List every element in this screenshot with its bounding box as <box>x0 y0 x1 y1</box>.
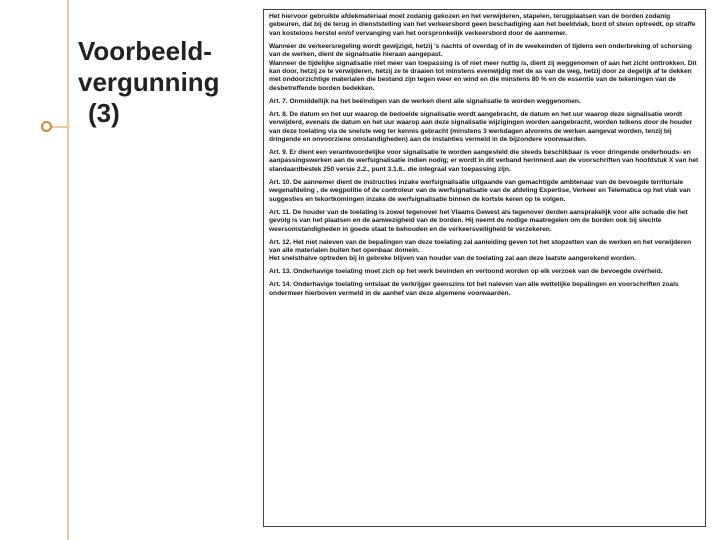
document-article-9: Art. 9. Er dient een verantwoordelijke voor signalisatie te worden aangesteld die steeds beschikbaar is voor dringende onderhouds- en aanpassingswerken aan de werfsignalisatie indien nodig; er wordt in dit verband herinnerd aan de voorschriften van hoofdstuk X van het standaardbestek 250 versie 2.2., punt 3.1.6.. die integraal van toepassing zijn. <box>269 149 699 173</box>
scanned-document <box>263 9 706 527</box>
document-paragraph-3: Wanneer de tijdelijke signalisatie niet meer van toepassing is of niet meer nuttig is, dient zij weggenomen of aan het zicht onttrokken. Dit kan door, hetzij ze te verwijderen, hetzij ze te draaien tot minstens evenwijdig met de as van de weg, hetzij door ze degelijk af te dekken met ondoorzichtige materialen die bestand zijn tegen weer en wind en die minstens 80 % en de essentie van de tekeningen van de desbetreffende borden bedekken. <box>269 59 697 92</box>
decorative-vertical-line <box>67 0 69 540</box>
document-article-12: Art. 12. Het niet naleven van de bepalingen van deze toelating zal aanleiding geven tot het stopzetten van de werken en het verwijderen van alle materialen buiten het openbaar domein. <box>269 238 692 254</box>
slide-title <box>78 36 258 129</box>
document-article-14: Art. 14. Onderhavige toelating ontslaat de verkrijger geenszins tot het naleven van alle wettelijke bepalingen en voorschriften zoals ondermeer hierboven vermeld in de aanhef van deze algemene voorwaarden. <box>269 281 679 297</box>
document-article-7: Art. 7. Onmiddellijk na het beëindigen van de werken dient alle signalisatie te worden weggenomen. <box>269 97 581 105</box>
document-paragraph-1: Het hiervoor gebruikte afdekmateriaal moet zodanig gekozen en het verwijderen, stapelen, terugplaatsen van de borden zodanig gebeuren, dat bij de terug in dienststelling van het verkeersbord geen beschadiging aan het beeldvlak, bord of steun optreedt, op straffe van kosteloos herstel en/of vervanging van het oorspronkelijk verkeersbord door de aannemer. <box>269 13 696 37</box>
document-article-12-continued: Het snelsthalve optreden bij in gebreke blijven van houder van de toelating zal aan deze laatste aangerekend worden. <box>269 255 636 263</box>
document-article-13: Art. 13. Onderhavige toelating moet zich op het werk bevinden en vertoond worden op elk verzoek van de bevoegde overheid. <box>269 268 663 276</box>
decorative-bullet-dot <box>41 121 52 132</box>
slide-title-line-2: vergunning <box>78 67 220 97</box>
slide-title-line-1: Voorbeeld- <box>78 36 212 66</box>
document-paragraph-2: Wanneer de verkeersregeling wordt gewijzigd, hetzij 's nachts of overdag of in de weekeinden of tijdens een onderbreking of schorsing van de werken, dient de signalisatie hieraan aangepast. <box>269 42 692 59</box>
document-article-8: Art. 8. De datum en het uur waarop de bedoelde signalisatie wordt aangebracht, de datum en het uur waarop deze signalisatie wordt verwijderd, evenals de datum en het uur waarop aan deze signalisatie wijzigingen worden aangebracht, worden telkens door de houder van deze toelating via de snelste weg ter kennis gebracht (minstens 3 werkdagen alvorens de werken aangevat worden, tenzij bij dringende en onvoorziene omstandigheden) aan de instanties vermeld in de bijzondere voorwaarden. <box>269 110 693 144</box>
slide-title-line-3: (3) <box>88 98 120 128</box>
document-article-11: Art. 11. De houder van de toelating is zowel tegenover het Vlaams Gewest als tegenover derden aansprakelijk voor alle schade die het gevolg is van het plaatsen en de aanwezigheid van de borden. Hij neemt de nodige maatregelen om de borden ook bij slechte weersomstandigheden in goede staat te behouden en de verkeersveiligheid te verzekeren. <box>269 208 688 233</box>
document-article-10: Art. 10. De aannemer dient de instructies inzake werfsignalisatie uitgaande van gemachtigde ambtenaar van de bevoegde territoriale wegenafdeling , de wegpolitie of de controleur van de werfsignalisatie van de afdeling Expertise, Verkeer en Telematica op het vlak van suggesties en tekortkomingen inzake de werfsignalisatie binnen de kortste keren op te volgen. <box>269 178 691 203</box>
